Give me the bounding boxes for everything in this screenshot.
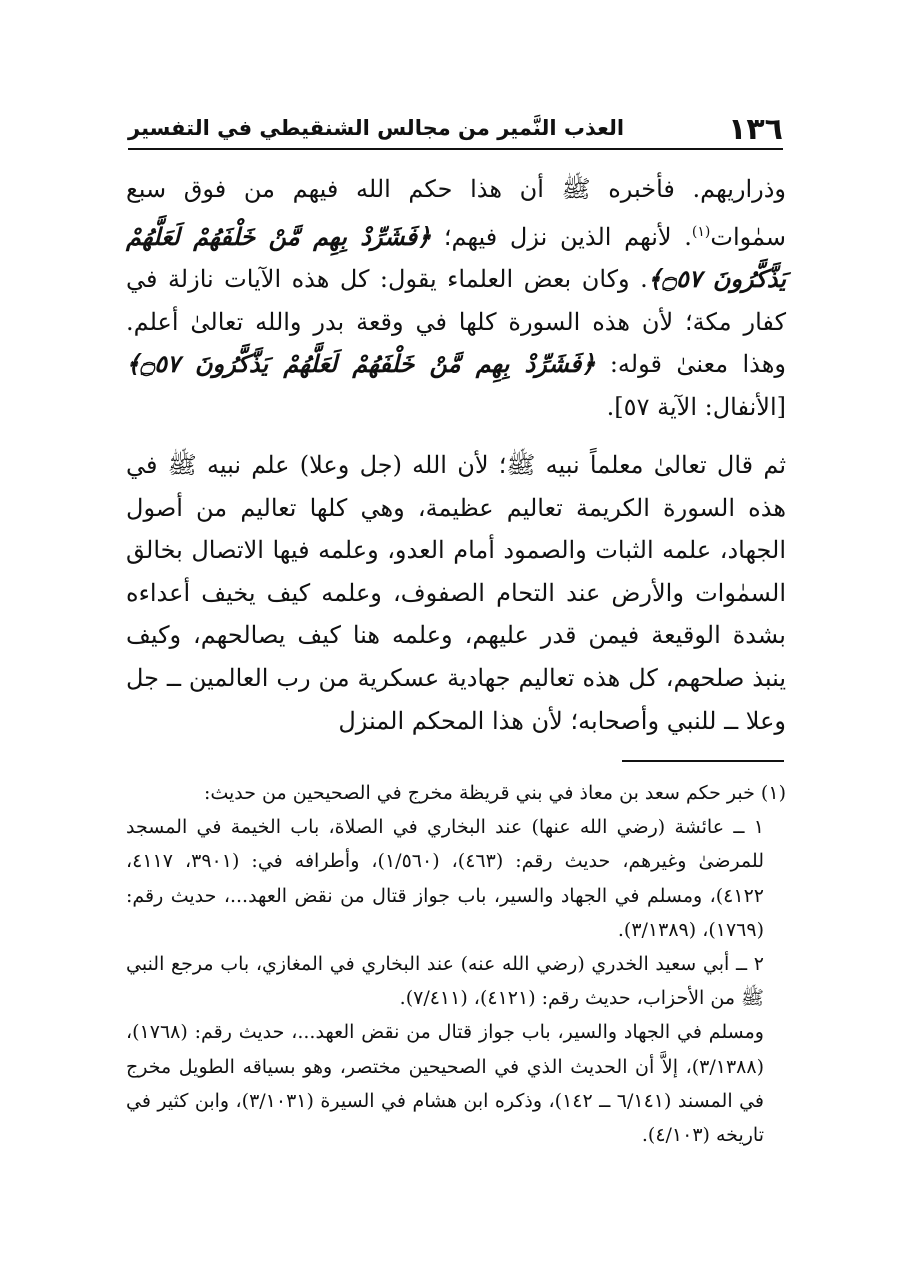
footnote-1-item-3: ومسلم في الجهاد والسير، باب جواز قتال من نقض العهد...، حديث رقم: (١٧٦٨)، (٣/١٣٨٨)، إلاَّ أن الحديث الذي في الصحيحين مختصر، وهو بسياقه الطويل مخرج في المسند (٦/١٤١ ــ ١٤٢)، وذكره ابن هشام في السيرة (٣/١٠٣١)، وابن كثير في تاريخه (٤/١٠٣). [126, 1021, 764, 1147]
quran-verse-1: ﴿فَشَرِّدْ بِهِم مَّنْ خَلْفَهُمْ لَعَلَّهُمْ يَذَّكَّرُونَ ۝٥٧﴾ [126, 221, 787, 294]
footnote-divider [622, 760, 784, 762]
footnote-marker: (١) [691, 223, 711, 240]
page-number: ١٣٦ [728, 112, 783, 147]
verse-reference: [الأنفال: الآية ٥٧]. [606, 392, 786, 421]
footnote-1-item-1: ١ ــ عائشة (رضي الله عنها) عند البخاري في الصلاة، باب الخيمة في المسجد للمرضىٰ وغيرهم، حديث رقم: (٤٦٣)، (١/٥٦٠)، وأطرافه في: (٣٩٠١، ٤١١٧، ٤١٢٢)، ومسلم في الجهاد والسير، باب جواز قتال من نقض العهد...، حديث رقم: (١٧٦٩)، (٣/١٣٨٩). [126, 816, 764, 941]
footnote-1-item-2: ٢ ــ أبي سعيد الخدري (رضي الله عنه) عند البخاري في المغازي، باب مرجع النبي ﷺ من الأحزاب، حديث رقم: (٤١٢١)، (٧/٤١١). [126, 953, 764, 1010]
quran-verse-2: ﴿فَشَرِّدْ بِهِم مَّنْ خَلْفَهُمْ لَعَلَّهُمْ يَذَّكَّرُونَ ۝٥٧﴾ [126, 349, 596, 379]
paragraph-1 [126, 168, 786, 429]
page-header [128, 112, 783, 150]
running-title: العذب النَّمير من مجالس الشنقيطي في التفسير [128, 116, 625, 140]
paragraph-1-text-a: وذراريهم. فأخبره ﷺ أن هذا حكم الله فيهم من فوق سبع سمٰوات [126, 175, 786, 251]
paragraph-1-text-c: . وكان بعض العلماء يقول: كل هذه الآيات نازلة في كفار مكة؛ لأن هذه السورة كلها في وقعة بدر والله تعالىٰ أعلم. وهذا معنىٰ قوله: [126, 265, 786, 379]
footnotes [126, 776, 786, 1152]
paragraph-2-text: ثم قال تعالىٰ معلماً نبيه ﷺ؛ لأن الله (جل وعلا) علم نبيه ﷺ في هذه السورة الكريمة تعاليم عظيمة، وهي كلها تعاليم من أصول الجهاد، علمه الثبات والصمود أمام العدو، وعلمه فيها الاتصال بخالق السمٰوات والأرض عند التحام الصفوف، وعلمه كيف يخيف أعداءه بشدة الوقيعة فيمن قدر عليهم، وعلمه هنا كيف يصالحهم، وكيف ينبذ صلحهم، كل هذه تعاليم جهادية عسكرية من رب العالمين ــ جل وعلا ــ للنبي وأصحابه؛ لأن هذا المحكم المنزل [126, 451, 787, 735]
paragraph-2 [126, 444, 786, 742]
paragraph-1-text-b: . لأنهم الذين نزل فيهم؛ [431, 222, 692, 251]
footnote-1-intro: (١) خبر حكم سعد بن معاذ في بني قريظة مخرج في الصحيحين من حديث: [203, 782, 786, 804]
